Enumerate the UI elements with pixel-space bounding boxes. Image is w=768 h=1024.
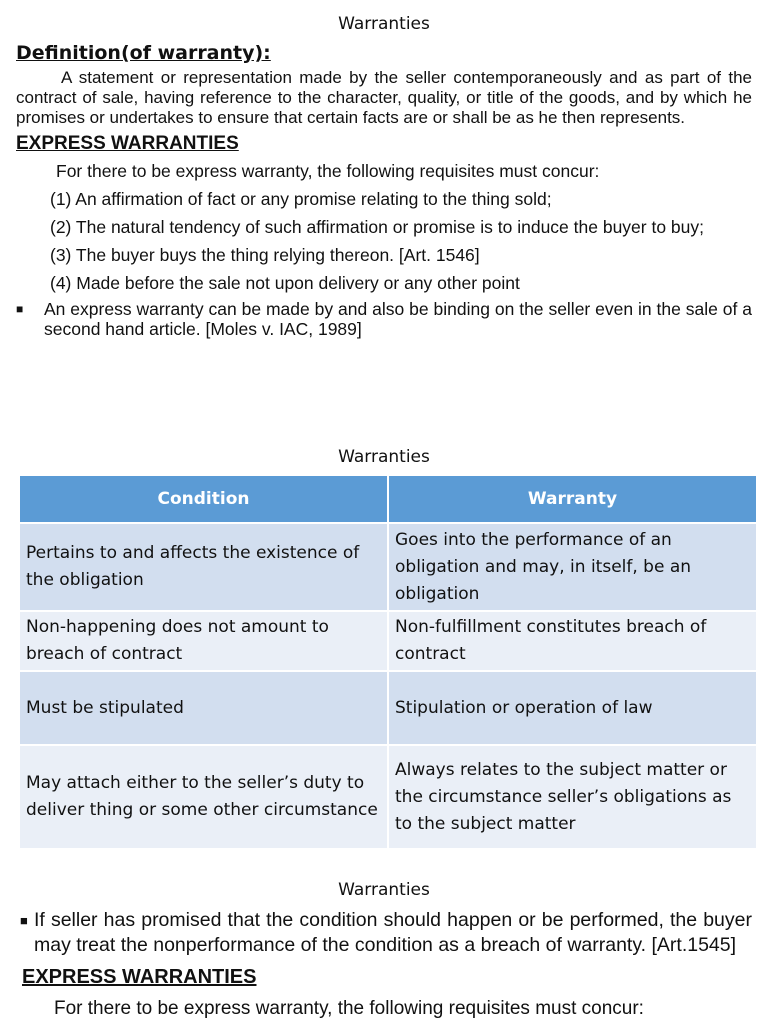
definition-heading: Definition(of warranty): <box>16 42 271 64</box>
requisite-3: (3) The buyer buys the thing relying thereon. [Art. 1546] <box>50 245 480 265</box>
table-cell: Always relates to the subject matter or the circumstance seller’s obligations as to the subject matter <box>388 745 757 849</box>
table-cell: Pertains to and affects the existence of the obligation <box>19 523 388 611</box>
requisite-2: (2) The natural tendency of such affirmation or promise is to induce the buyer to buy; <box>50 217 705 237</box>
square-bullet-icon: ■ <box>20 913 28 928</box>
slide-2 <box>0 440 768 860</box>
slide-title: Warranties <box>338 447 430 467</box>
bullet-item <box>20 908 752 958</box>
table-cell: Goes into the performance of an obligation and may, in itself, be an obligation <box>388 523 757 611</box>
table-cell: Stipulation or operation of law <box>388 671 757 745</box>
slide-1 <box>0 0 768 400</box>
requisites-intro: For there to be express warranty, the following requisites must concur: <box>56 161 600 181</box>
table-row <box>19 745 757 849</box>
requisite-4: (4) Made before the sale not upon delivery or any other point <box>50 273 520 293</box>
condition-warranty-table <box>18 474 758 850</box>
slide-title: Warranties <box>338 14 430 34</box>
slide-title: Warranties <box>338 880 430 900</box>
cut-off-text: For there to be express warranty, the following requisites must concur: <box>54 998 644 1019</box>
bullet-text: An express warranty can be made by and also be binding on the seller even in the sale of a second hand article. [Moles v. IAC, 1989] <box>44 299 752 339</box>
table-cell: May attach either to the seller’s duty to deliver thing or some other circumstance <box>19 745 388 849</box>
table-cell: Non-fulfillment constitutes breach of contract <box>388 611 757 671</box>
express-warranties-heading: EXPRESS WARRANTIES <box>22 966 257 988</box>
table-header-row <box>19 475 757 523</box>
table-cell: Non-happening does not amount to breach of contract <box>19 611 388 671</box>
column-header-condition: Condition <box>19 475 388 523</box>
table-row <box>19 671 757 745</box>
requisite-1: (1) An affirmation of fact or any promise relating to the thing sold; <box>50 189 552 209</box>
bullet-item <box>16 299 752 339</box>
slide-3 <box>0 872 768 1024</box>
column-header-warranty: Warranty <box>388 475 757 523</box>
square-bullet-icon: ■ <box>16 302 24 316</box>
table-row <box>19 523 757 611</box>
bullet-text: If seller has promised that the condition should happen or be performed, the buyer may treat the nonperformance of the condition as a breach of warranty. [Art.1545] <box>34 909 752 956</box>
table-cell: Must be stipulated <box>19 671 388 745</box>
cut-off-text-line <box>54 998 768 1019</box>
table-row <box>19 611 757 671</box>
express-warranties-heading: EXPRESS WARRANTIES <box>16 133 239 154</box>
definition-body: A statement or representation made by the seller contemporaneously and as part of the contract of sale, having reference to the character, quality, or title of the goods, and by which he promises or undertakes to ensure that certain facts are or shall be as he then represents. <box>16 68 752 127</box>
